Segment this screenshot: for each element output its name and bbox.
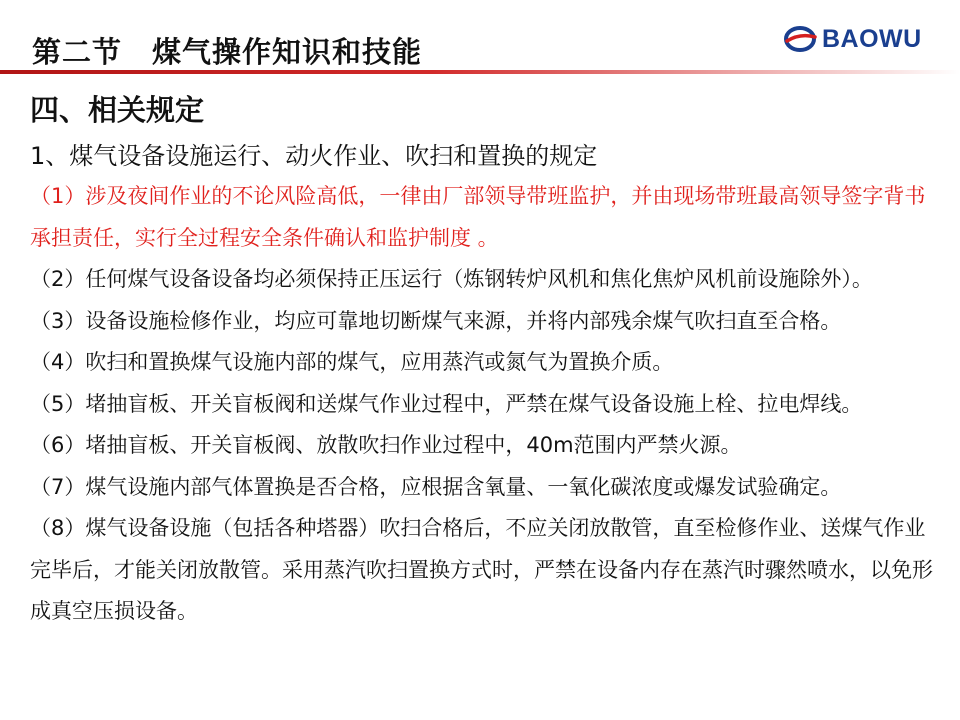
- rule-item-4: （4）吹扫和置换煤气设施内部的煤气，应用蒸汽或氮气为置换介质。: [30, 350, 674, 374]
- baowu-logo-icon: [784, 24, 818, 54]
- rule-item-3: （3）设备设施检修作业，均应可靠地切断煤气来源，并将内部残余煤气吹扫直至合格。: [30, 308, 842, 333]
- rule-item-5: （5）堵抽盲板、开关盲板阀和送煤气作业过程中，严禁在煤气设备设施上栓、拉电焊线。: [30, 391, 863, 416]
- rule-item-6: （6）堵抽盲板、开关盲板阀、放散吹扫作业过程中，40m范围内严禁火源。: [30, 433, 742, 457]
- content-subheading: 1、煤气设备设施运行、动火作业、吹扫和置换的规定: [30, 142, 598, 170]
- rule-item-7: （7）煤气设施内部气体置换是否合格，应根据含氧量、一氧化碳浓度或爆发试验确定。: [30, 474, 842, 499]
- rule-item-8: （8）煤气设备设施（包括各种塔器）吹扫合格后，不应关闭放散管，直至检修作业、送煤气作业完毕后，才能关闭放散管。采用蒸汽吹扫置换方式时，严禁在设备内存在蒸汽时骤然喷水，以免形成真空压损设备。: [30, 516, 933, 623]
- content-heading: 四、相关规定: [30, 93, 205, 127]
- slide-content: [30, 90, 945, 633]
- slide-header: [0, 0, 960, 74]
- rule-item-1: （1）涉及夜间作业的不论风险高低，一律由厂部领导带班监护，并由现场带班最高领导签字背书承担责任，实行全过程安全条件确认和监护制度 。: [30, 184, 926, 250]
- logo-text: BAOWU: [822, 24, 922, 53]
- section-title: 第二节 煤气操作知识和技能: [32, 35, 423, 69]
- title-divider: [0, 70, 960, 74]
- rule-item-2: （2）任何煤气设备设备均必须保持正压运行（炼钢转炉风机和焦化焦炉风机前设施除外）。: [30, 267, 873, 291]
- baowu-logo: [784, 22, 924, 56]
